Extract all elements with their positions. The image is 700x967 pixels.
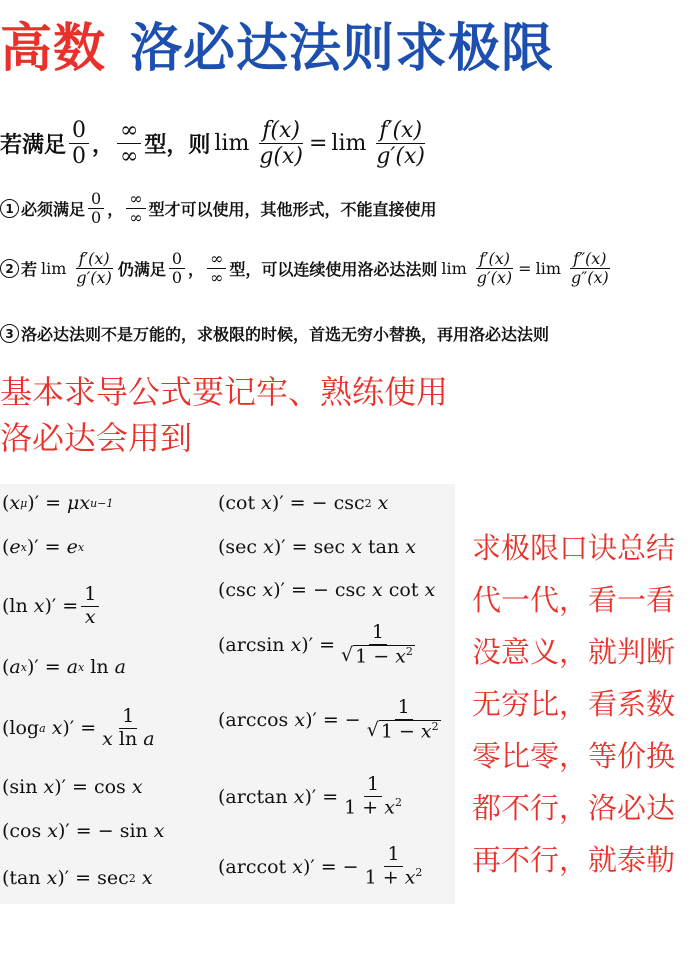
zero-over-zero: $\frac{0}{0}$ [69,118,89,170]
note-2: 2 若 lim $\frac{f'(x)}{g'(x)}$ 仍满足 $\frac{0}{0}$ ， $\frac{\infty}{\infty}$ 型，可以连续使用洛必达法则 lim $\frac{f'(x)}{g'(x)}$ = lim $\frac{f''(x)}{g''(x)}$ [0,250,615,288]
derivative-left-3: ( a x )′ = a x ln a [2,656,126,678]
number-1-icon: 1 [0,199,19,218]
title-part1: 高数 [0,19,107,79]
derivative-left-1: ( e x )′ = e x [2,536,85,558]
derivative-right-4: (arccos x )′ = − 1 √ $1 - x^2$ [218,696,439,743]
f-over-g: $\frac{f(x)}{g(x)}$ [259,118,303,170]
main-rule-prefix: 若满足 [0,132,67,159]
derivative-left-4: (log a x )′ = $\frac{1}{\text{x ln a}}$ [2,705,155,750]
derivative-left-2: (ln x )′ = $\frac{1}{x}$ [2,584,102,629]
mnemonic-line: 零比零，等价换 [472,739,676,773]
number-2-icon: 2 [0,259,19,278]
derivative-right-0: (cot x )′ = − csc 2 x [218,492,389,514]
derivative-right-6: (arccot x )′ = − $\frac{1}{1 + x^2}$ [218,843,423,889]
mnemonic-line: 代一代，看一看 [472,583,676,617]
mnemonic-line: 无穷比，看系数 [472,687,676,721]
number-3-icon: 3 [0,324,19,343]
note-1: 1 必须满足 $\frac{0}{0}$ ， $\frac{\infty}{\infty}$ 型才可以使用，其他形式，不能直接使用 [0,190,437,228]
derivative-right-3: (arcsin x )′ = 1 √ $1 - x^2$ [218,621,413,668]
section-heading-line2: 洛必达会用到 [0,419,193,457]
derivative-left-7: (tan x )′ = sec 2 x [2,867,153,889]
mnemonic-list [472,522,675,886]
derivative-left-6: (cos x )′ = − sin x [2,820,165,842]
derivative-right-5: (arctan x )′ = $\frac{1}{1 + x^2}$ [218,773,402,819]
fprime-over-gprime: $\frac{f'(x)}{g'(x)}$ [376,118,425,170]
main-rule: 若满足 $\frac{0}{0}$ ， $\frac{\infty}{\infty}$ 型，则 lim $\frac{f(x)}{g(x)}$ = lim $\frac{f'(x)}{g'(x)}$ [0,118,431,170]
derivative-right-2: (csc x )′ = − csc x cot x [218,579,436,601]
mnemonic-line: 没意义，就判断 [472,635,676,669]
mnemonic-line: 再不行，就泰勒 [472,843,676,877]
derivative-formula-box [0,484,455,904]
mnemonic-line: 求极限口诀总结 [472,531,676,565]
section-heading-line1: 基本求导公式要记牢、熟练使用 [0,373,449,411]
title-part2: 洛必达法则求极限 [130,19,555,79]
lim-symbol: lim [214,131,250,157]
main-rule-type: 型，则 [144,132,211,159]
inf-over-inf: $\frac{\infty}{\infty}$ [117,118,141,170]
mnemonic-line: 都不行，洛必达 [472,791,676,825]
derivative-right-1: (sec x )′ = sec x tan x [218,536,416,558]
derivative-left-5: (sin x )′ = cos x [2,776,143,798]
page-title [0,6,554,81]
note-3: 3 洛必达法则不是万能的，求极限的时候，首选无穷小替换，再用洛必达法则 [0,322,549,345]
derivative-left-0: ( x μ )′ = μx u−1 [2,492,114,514]
